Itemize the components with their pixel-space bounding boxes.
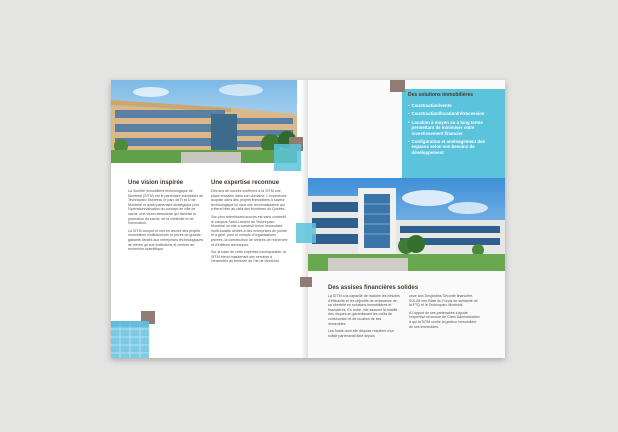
vision-paragraph-2: La SITM conçoit et met en œuvre des projets immobiliers institutionnels et privés de grande gabarits dédiés aux entreprises technologiques de même qu'aux institutions et centres de recherche scientifique. [128,228,204,252]
solution-item: • Construction/location/rétrocession [408,111,485,117]
col1-text [128,180,205,255]
solutions-content [408,92,502,158]
assises-col1 [328,294,400,341]
solution-item: • Construction/vente [408,103,452,108]
building-photo-top [111,80,297,163]
building-photo-right [308,178,505,271]
expertise-paragraph-3: Sur la base de cette expertise incomparable, la SITM étend maintenant ses services à l'ensemble du territoire de l'île de Montréal. [211,250,286,264]
left-page [111,80,308,358]
expertise-heading: Une expertise reconnue [211,180,280,186]
solutions-heading: Des solutions immobilières [408,92,474,98]
solutions-taupe-square [390,80,405,92]
vision-heading: Une vision inspirée [128,180,184,186]
assises-paragraph-3: onze ans Desjardins Sécurité financière, SOLIM une filiale du Fonds de solidarité de la FTQ et le Technoparc Montréal. [409,294,478,308]
expertise-paragraph-2: Son plus retentissant succès est sans contredit le campus Saint-Laurent du Technoparc Montréal où elle a construit treize immeubles multi-locatifs dédiés à des entreprises de pointe et a géré, pour le compte d'organisations privées, la construction de centres de recherche et d'édifices techniques. [211,214,288,247]
col2-text [211,180,288,267]
right-page [308,80,505,358]
assises-paragraph-2: Les fonds dont elle dispose résultent d'un solide partenariat liant depuis [328,329,395,338]
accent-square-blue-right [296,223,316,243]
solution-item: • Configuration et aménagement des espaces selon vos besoins de développement [408,139,485,155]
accent-square-blue [274,144,301,171]
solution-item: • Location à moyen ou à long terme permettant de minimiser votre investissement financier [408,119,483,136]
assises-paragraph-1: La SITM a la capacité de traduire les besoins d'efficacité et les objectifs de croissance de sa clientèle en solutions immobilières et financières. En outre, elle assume la totalité des risques en garantissant les coûts de construction et de location de ses immeubles. [328,294,400,326]
assises-col2 [409,294,481,332]
assises-heading: Des assises financières solides [328,285,419,291]
assises-paragraph-4: À l'apport de ses partenaires s'ajoute l'expertise reconnue de Cisec Administration à qui la SITM confie la gestion immobilière de ses immeubles. [409,310,480,329]
glass-facade-photo [111,321,149,358]
brochure-spread [111,80,505,358]
vision-paragraph-1: La Société immobilière technologique de Montréal (SITM) est le partenaire immobilier de Technoparc Montréal, le parc de R et D de Montréal et aussi partenaire stratégique pour l'opérationnalisation du concept de ville de savoir, une vision stimulante qui favorise le promotion du savoir, de la créativité et de l'innovation. [128,189,204,226]
accent-square-taupe-right [300,277,312,287]
expertise-paragraph-1: Dès ans de succès confèrent à la SITM une place enviable dans son domaine. L'expérience acquise dans des projets immobiliers à saveur technologique lui vaut une reconnaissance qui s'étend bien au-delà des frontières du Québec. [211,189,287,212]
